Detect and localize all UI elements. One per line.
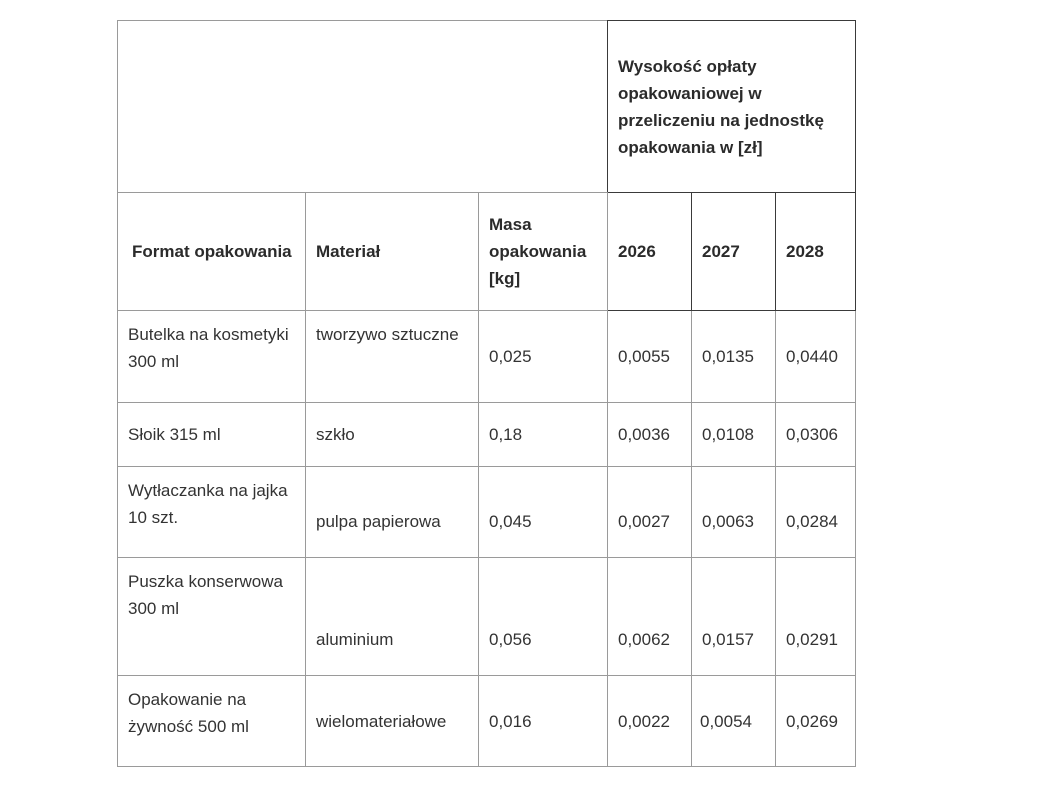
cell-fee-2026: 0,0036 xyxy=(608,403,692,467)
packaging-fee-table xyxy=(117,20,856,767)
cell-fee-2026: 0,0055 xyxy=(608,311,692,403)
cell-fee-2028: 0,0306 xyxy=(776,403,856,467)
cell-fee-2028: 0,0269 xyxy=(776,676,856,767)
cell-format: Puszka konserwowa 300 ml xyxy=(118,558,306,676)
table-row xyxy=(118,403,856,467)
cell-material: szkło xyxy=(306,403,479,467)
column-header-format-text: Format opakowania xyxy=(132,242,292,261)
column-header-material: Materiał xyxy=(306,193,479,311)
table-row xyxy=(118,467,856,558)
cell-format: Wytłaczanka na jajka 10 szt. xyxy=(118,467,306,558)
empty-header-cell xyxy=(118,21,608,193)
column-header-year-2026: 2026 xyxy=(608,193,692,311)
cell-mass: 0,016 xyxy=(479,676,608,767)
cell-fee-2027: 0,0135 xyxy=(692,311,776,403)
column-header-year-2027: 2027 xyxy=(692,193,776,311)
cell-fee-2028: 0,0284 xyxy=(776,467,856,558)
table-header-row xyxy=(118,193,856,311)
column-header-mass: Masa opakowania [kg] xyxy=(479,193,608,311)
table-row xyxy=(118,311,856,403)
cell-fee-2026: 0,0022 xyxy=(608,676,692,767)
cell-fee-2027: 0,0108 xyxy=(692,403,776,467)
cell-fee-2026: 0,0027 xyxy=(608,467,692,558)
cell-format: Opakowanie na żywność 500 ml xyxy=(118,676,306,767)
cell-fee-2027: 0,0054 xyxy=(692,676,776,767)
cell-format: Słoik 315 ml xyxy=(118,403,306,467)
cell-fee-2026: 0,0062 xyxy=(608,558,692,676)
cell-fee-2028: 0,0291 xyxy=(776,558,856,676)
table-row xyxy=(118,558,856,676)
cell-mass: 0,025 xyxy=(479,311,608,403)
cell-material: pulpa papierowa xyxy=(306,467,479,558)
cell-material: tworzywo sztuczne xyxy=(306,311,479,403)
cell-mass: 0,056 xyxy=(479,558,608,676)
column-header-year-2028: 2028 xyxy=(776,193,856,311)
cell-fee-2028: 0,0440 xyxy=(776,311,856,403)
cell-mass: 0,045 xyxy=(479,467,608,558)
table-row xyxy=(118,676,856,767)
cell-mass: 0,18 xyxy=(479,403,608,467)
cell-fee-2027: 0,0157 xyxy=(692,558,776,676)
fee-group-header: Wysokość opłaty opakowaniowej w przeliczeniu na jednostkę opakowania w [zł] xyxy=(608,21,856,193)
cell-fee-2027: 0,0063 xyxy=(692,467,776,558)
column-header-format xyxy=(118,193,306,311)
cell-material: wielomateriałowe xyxy=(306,676,479,767)
cell-format: Butelka na kosmetyki 300 ml xyxy=(118,311,306,403)
table-header-row-group xyxy=(118,21,856,193)
cell-material: aluminium xyxy=(306,558,479,676)
